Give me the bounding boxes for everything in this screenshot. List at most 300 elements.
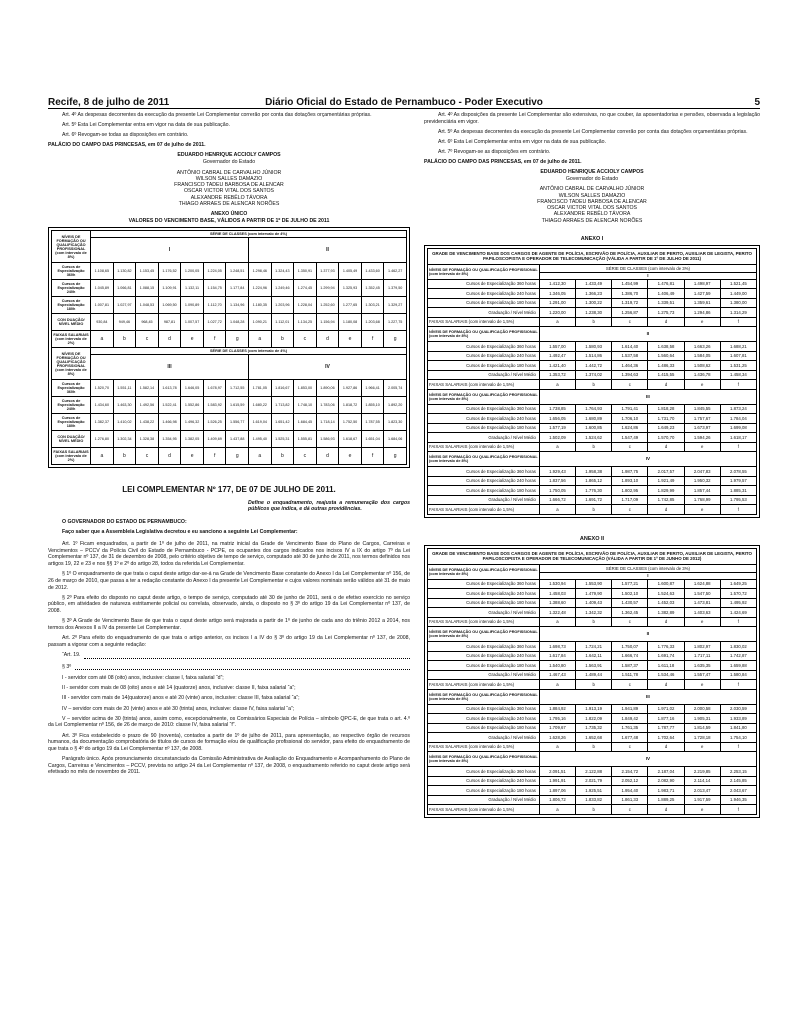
- row-label: Cursos de Especialização 180 horas: [428, 598, 540, 608]
- table-cell: 2.253,15: [720, 767, 756, 777]
- table-cell: 2.114,14: [684, 776, 720, 786]
- table-cell: 1.496,32: [181, 414, 204, 431]
- faixa-cell: d: [648, 317, 684, 327]
- table-header-label: NÍVEIS DE FORMAÇÃO OU QUALIFICAÇÃO PROFISSIONAL (com intervalo de 8%): [428, 327, 540, 342]
- table-header-label: NÍVEIS DE FORMAÇÃO OU QUALIFICAÇÃO PROFISSIONAL (com intervalo de 8%): [428, 452, 540, 467]
- faixa-cell: e: [684, 805, 720, 815]
- table-cell: 1.577,19: [539, 423, 575, 433]
- row-label: Cursos de Especialização 240 horas: [428, 351, 540, 361]
- law-enactment: Faço saber que a Assembleia Legislativa decretou e eu sanciono a seguinte Lei Complementar:: [62, 528, 298, 535]
- row-label: Cursos de Especialização 180 horas: [428, 423, 540, 433]
- table-header-label: NÍVEIS DE FORMAÇÃO OU QUALIFICAÇÃO PROFISSIONAL (com intervalo de 8%): [52, 231, 91, 263]
- table-cell: 1.514,86: [576, 351, 612, 361]
- row-label: Cursos de Especialização 360 horas: [428, 767, 540, 777]
- table-cell: 1.319,72: [612, 298, 648, 308]
- table-row: [428, 661, 757, 671]
- faixa-cell: b: [576, 742, 612, 752]
- table-row: [428, 404, 757, 414]
- faixa-cell: c: [136, 448, 159, 465]
- table-cell: 1.822,09: [576, 714, 612, 724]
- table-row: [428, 423, 757, 433]
- table-cell: 1.409,43: [576, 598, 612, 608]
- table-cell: 1.614,40: [612, 342, 648, 352]
- row-label: Cursos de Especialização 240 horas: [428, 414, 540, 424]
- table-row: [428, 723, 757, 733]
- table-cell: 1.865,12: [576, 476, 612, 486]
- table-cell: 1.814,59: [684, 723, 720, 733]
- table-cell: 1.486,33: [648, 361, 684, 371]
- table-cell: 1.987,75: [612, 467, 648, 477]
- faixa-cell: d: [648, 617, 684, 627]
- table-cell: 1.728,18: [684, 733, 720, 743]
- table-cell: 1.979,57: [720, 476, 756, 486]
- table-cell: 2.154,72: [612, 767, 648, 777]
- table-cell: 1.586,93: [316, 431, 339, 448]
- row-label: FAIXAS SALARIAIS (com intervalo de 1,5%): [428, 742, 540, 752]
- table-cell: 1.489,44: [576, 670, 612, 680]
- annex2-title: ANEXO II: [579, 535, 605, 542]
- table-cell: 1.717,11: [684, 651, 720, 661]
- table-cell: 1.642,11: [576, 651, 612, 661]
- table-row: [428, 495, 757, 505]
- table-cell: 1.555,81: [294, 431, 317, 448]
- table-cell: 1.406,49: [648, 289, 684, 299]
- table-cell: 2.017,57: [648, 467, 684, 477]
- table-cell: 1.467,43: [539, 670, 575, 680]
- table-cell: 1.624,88: [684, 579, 720, 589]
- table-cell: 1.227,75: [384, 314, 407, 331]
- annex1-title: ANEXO I: [580, 235, 604, 242]
- table-row: [428, 467, 757, 477]
- table-cell: 1.427,59: [684, 289, 720, 299]
- table-cell: 1.607,81: [720, 351, 756, 361]
- table-cell: 1.354,95: [158, 431, 181, 448]
- table-row: [428, 805, 757, 815]
- table-cell: 1.925,51: [576, 786, 612, 796]
- table-cell: 1.300,22: [576, 298, 612, 308]
- table-cell: 2.091,51: [539, 767, 575, 777]
- faixa-cell: e: [181, 331, 204, 348]
- table-row: [428, 617, 757, 627]
- table-cell: 1.203,96: [271, 297, 294, 314]
- level-label: III: [539, 689, 756, 704]
- faixa-cell: b: [576, 380, 612, 390]
- faixa-cell: d: [648, 380, 684, 390]
- left-place-date: PALÁCIO DO CAMPO DAS PRINCESAS, em 07 de julho de 2011.: [48, 142, 206, 149]
- table-cell: 1.638,58: [648, 342, 684, 352]
- faixa-cell: e: [684, 742, 720, 752]
- table-cell: 1.048,28: [226, 314, 249, 331]
- faixa-cell: g: [226, 448, 249, 465]
- table-cell: 1.619,04: [248, 414, 271, 431]
- table-cell: 1.433,49: [576, 279, 612, 289]
- table-cell: 1.449,00: [720, 289, 756, 299]
- row-label: Cursos de Especialização 180 horas: [428, 786, 540, 796]
- table-cell: 2.013,47: [684, 786, 720, 796]
- table-cell: 1.659,88: [720, 661, 756, 671]
- table-cell: 1.112,70: [203, 297, 226, 314]
- table-row: [428, 442, 757, 452]
- table-cell: 1.587,37: [612, 661, 648, 671]
- right-art7: Art. 7º Revogam-se as disposições em contrário.: [438, 149, 551, 156]
- table-cell: 1.684,45: [294, 414, 317, 431]
- table-cell: 1.600,87: [648, 579, 684, 589]
- signatory: ANTÔNIO CABRAL DE CARVALHO JÚNIOR: [176, 169, 282, 176]
- signatory: THIAGO ARRAES DE ALENCAR NORÕES: [178, 200, 280, 207]
- table-cell: 1.502,10: [612, 589, 648, 599]
- table-cell: 1.582,14: [136, 380, 159, 397]
- table-cell: 1.380,00: [720, 298, 756, 308]
- table-cell: 2.219,85: [684, 767, 720, 777]
- table-cell: 1.540,80: [539, 661, 575, 671]
- table-header-label: NÍVEIS DE FORMAÇÃO OU QUALIFICAÇÃO PROFISSIONAL (com intervalo de 8%): [428, 752, 540, 767]
- table-cell: 1.855,10: [361, 397, 384, 414]
- faixa-cell: d: [648, 805, 684, 815]
- table-cell: 1.366,23: [576, 289, 612, 299]
- table-row: [428, 579, 757, 589]
- table-cell: 1.299,94: [316, 280, 339, 297]
- table-cell: 1.088,15: [136, 280, 159, 297]
- table-cell: 1.791,41: [612, 404, 648, 414]
- row-label: Cursos de Especialização 360 horas: [428, 642, 540, 652]
- table-cell: 1.275,73: [648, 308, 684, 318]
- faixa-cell: g: [384, 448, 407, 465]
- table-cell: 1.556,77: [226, 414, 249, 431]
- table-cell: 1.379,50: [384, 280, 407, 297]
- table-cell: 1.666,74: [612, 651, 648, 661]
- header-date: Recife, 8 de julho de 2011: [48, 97, 170, 108]
- table-cell: 949,46: [113, 314, 136, 331]
- row-label: Graduação / Nível Médio: [428, 495, 540, 505]
- right-column: [424, 112, 760, 1022]
- page-header: [48, 97, 760, 109]
- table-row: [52, 280, 407, 297]
- table-cell: 2.000,58: [684, 704, 720, 714]
- row-label: Cursos de Especialização 180 horas: [428, 486, 540, 496]
- table-cell: 1.646,05: [181, 380, 204, 397]
- table-cell: 987,81: [158, 314, 181, 331]
- table-cell: 1.717,09: [612, 495, 648, 505]
- table-cell: 1.090,21: [248, 314, 271, 331]
- header-publication: Diário Oficial do Estado de Pernambuco - Poder Executivo: [265, 97, 543, 108]
- table-cell: 1.424,69: [720, 608, 756, 618]
- table-cell: 1.783,06: [316, 397, 339, 414]
- annex2-table: [424, 545, 760, 818]
- table-row: [52, 314, 407, 331]
- row-label: Cursos de Especialização 240 horas: [428, 651, 540, 661]
- table-cell: 1.921,49: [648, 476, 684, 486]
- right-place-date: PALÁCIO DO CAMPO DAS PRINCESAS, em 07 de julho de 2011.: [424, 159, 582, 166]
- law-inciso-3: III - servidor com mais de 14(quatorze) anos e até 20 (vinte) anos, inclusive: classe III, faixa salarial “a”;: [62, 695, 300, 702]
- table-cell: 1.946,35: [720, 795, 756, 805]
- table-cell: 1.224,96: [248, 280, 271, 297]
- faixa-cell: c: [612, 442, 648, 452]
- table-cell: 1.547,49: [612, 433, 648, 443]
- table-cell: 1.438,22: [136, 414, 159, 431]
- table-cell: 1.352,45: [361, 280, 384, 297]
- table-row: [52, 263, 407, 280]
- table-cell: 1.802,95: [612, 486, 648, 496]
- table-cell: 1.656,05: [539, 414, 575, 424]
- table-cell: 1.007,57: [181, 314, 204, 331]
- table-cell: 1.329,27: [384, 297, 407, 314]
- table-cell: 1.845,55: [684, 404, 720, 414]
- table-row: [428, 505, 757, 515]
- faixa-cell: b: [576, 317, 612, 327]
- signatory: WILSON SALLES DAMAZIO: [558, 192, 626, 199]
- art19-line: [48, 652, 410, 659]
- row-label: FAIXAS SALARIAIS (com intervalo de 1,5%): [428, 805, 540, 815]
- level-label: II: [539, 627, 756, 642]
- table-header-label: NÍVEIS DE FORMAÇÃO OU QUALIFICAÇÃO PROFISSIONAL (com intervalo de 8%): [428, 264, 540, 279]
- table-cell: 1.617,84: [539, 651, 575, 661]
- table-cell: 1.649,23: [648, 423, 684, 433]
- level-label: IV: [248, 355, 406, 380]
- table-cell: 1.473,81: [684, 598, 720, 608]
- faixa-cell: c: [612, 680, 648, 690]
- table-cell: 1.314,29: [720, 308, 756, 318]
- table-cell: 1.890,06: [316, 380, 339, 397]
- table-cell: 1.750,07: [612, 642, 648, 652]
- faixa-cell: g: [226, 331, 249, 348]
- faixa-cell: d: [648, 442, 684, 452]
- annex1-table: [424, 245, 760, 518]
- table-cell: 1.684,06: [384, 431, 407, 448]
- table-cell: 1.552,86: [181, 397, 204, 414]
- right-signatures: [424, 169, 760, 224]
- table-row: [428, 414, 757, 424]
- table-cell: 1.742,87: [720, 651, 756, 661]
- table-cell: 2.043,67: [720, 786, 756, 796]
- table-cell: 1.153,45: [136, 263, 159, 280]
- row-label: CON DUAÇÃO/ NÍVEL MÉDIO: [52, 314, 91, 331]
- table-cell: 1.386,70: [612, 289, 648, 299]
- table-cell: 1.238,30: [576, 308, 612, 318]
- table-cell: 1.892,20: [384, 397, 407, 414]
- faixa-cell: f: [720, 317, 756, 327]
- row-label: Cursos de Especialização 180h: [52, 414, 91, 431]
- page-number: 5: [754, 97, 760, 108]
- table-cell: 1.816,67: [271, 380, 294, 397]
- faixa-cell: c: [612, 742, 648, 752]
- table-cell: 1.454,99: [612, 279, 648, 289]
- table-cell: 1.580,93: [576, 342, 612, 352]
- table-row: [428, 351, 757, 361]
- table-cell: 1.479,90: [576, 589, 612, 599]
- faixa-cell: c: [612, 505, 648, 515]
- table-cell: 1.522,41: [158, 397, 181, 414]
- table-header-series: SÉRIE DE CLASSES (com intervalo de 3%): [539, 264, 756, 272]
- table-row: [428, 361, 757, 371]
- table-row: [428, 786, 757, 796]
- table-cell: 1.176,52: [158, 263, 181, 280]
- table-cell: 1.256,87: [612, 308, 648, 318]
- table-row: [428, 670, 757, 680]
- faixa-cell: f: [720, 380, 756, 390]
- level-label: I: [91, 238, 249, 263]
- table-cell: 2.047,83: [684, 467, 720, 477]
- level-label: IV: [539, 752, 756, 767]
- row-label: Cursos de Especialização 240 horas: [428, 714, 540, 724]
- table-cell: 1.688,21: [720, 342, 756, 352]
- table-row: [428, 704, 757, 714]
- faixa-cell: c: [612, 317, 648, 327]
- table-cell: 1.991,91: [539, 776, 575, 786]
- table-cell: 1.154,75: [203, 280, 226, 297]
- table-cell: 1.635,35: [684, 661, 720, 671]
- table-cell: 1.954,40: [612, 786, 648, 796]
- table-cell: 1.027,72: [203, 314, 226, 331]
- faixa-cell: a: [539, 505, 575, 515]
- table-cell: 1.421,40: [539, 361, 575, 371]
- table-header-label: NÍVEIS DE FORMAÇÃO OU QUALIFICAÇÃO PROFISSIONAL (com intervalo de 8%): [428, 564, 540, 579]
- table-row: [52, 238, 407, 263]
- faixa-cell: d: [648, 742, 684, 752]
- table-cell: 1.776,33: [648, 642, 684, 652]
- table-row: [52, 431, 407, 448]
- table-cell: 1.410,02: [113, 414, 136, 431]
- table-cell: 1.353,72: [539, 370, 575, 380]
- faixa-cell: f: [720, 805, 756, 815]
- table-cell: 1.322,48: [539, 608, 575, 618]
- faixa-cell: c: [294, 331, 317, 348]
- table-cell: 1.678,97: [203, 380, 226, 397]
- table-cell: 1.787,77: [648, 723, 684, 733]
- faixa-cell: f: [361, 331, 384, 348]
- table-cell: 1.409,69: [203, 431, 226, 448]
- table-cell: 1.524,62: [576, 433, 612, 443]
- level-label: II: [248, 238, 406, 263]
- row-label: Graduação / Nível Médio: [428, 795, 540, 805]
- faixa-cell: e: [684, 317, 720, 327]
- faixa-cell: e: [684, 617, 720, 627]
- table-cell: 1.130,82: [113, 263, 136, 280]
- table-cell: 1.374,02: [576, 370, 612, 380]
- table-cell: 1.498,97: [684, 279, 720, 289]
- table-cell: 1.776,30: [576, 486, 612, 496]
- table-row: [428, 589, 757, 599]
- table-cell: 1.966,41: [361, 380, 384, 397]
- table-cell: 1.613,78: [158, 380, 181, 397]
- table-header-label: NÍVEIS DE FORMAÇÃO OU QUALIFICAÇÃO PROFISSIONAL (com intervalo de 8%): [52, 348, 91, 380]
- table-cell: 1.594,26: [684, 433, 720, 443]
- law-art1-par2: § 2º Para efeito do disposto no caput deste artigo, o tempo de serviço, computado até 30 de junho de 2011, será o de efetivo exercício no serviço público, em atividades de natureza estritamente policial ou correlata, observado, ainda, o disposto no § 3º do artigo 19 da Lei Complementar nº 137, de 2008.: [48, 594, 410, 615]
- signatory: FRANCISCO TADEU BARBOSA DE ALENCAR: [174, 182, 284, 189]
- table-cell: 1.557,47: [684, 670, 720, 680]
- table-cell: 1.458,03: [539, 589, 575, 599]
- row-label: FAIXAS SALARIAIS (com intervalo de 1,5%): [428, 317, 540, 327]
- law-inciso-2: II - servidor com mais de 08 (oito) anos e até 14 (quatorze) anos, inclusive: classe II, faixa salarial “a”;: [62, 685, 296, 692]
- level-label: I: [539, 272, 756, 279]
- table-cell: 1.551,11: [113, 380, 136, 397]
- table-cell: 1.180,08: [339, 314, 362, 331]
- right-art6: Art. 6º Esta Lei Complementar entra em vigor na data de sua publicação.: [438, 138, 606, 145]
- table-cell: 1.698,73: [539, 642, 575, 652]
- row-label: Cursos de Especialização 360 horas: [428, 279, 540, 289]
- table-cell: 1.526,25: [203, 414, 226, 431]
- table-cell: 1.885,31: [720, 486, 756, 496]
- table-cell: 1.691,74: [648, 651, 684, 661]
- table-row: [428, 289, 757, 299]
- table-cell: 1.324,43: [271, 263, 294, 280]
- table-header-label: NÍVEIS DE FORMAÇÃO OU QUALIFICAÇÃO PROFISSIONAL (com intervalo de 8%): [428, 627, 540, 642]
- table-cell: 1.677,48: [612, 733, 648, 743]
- governor-title: Governador do Estado: [565, 176, 619, 183]
- left-art6: Art. 6º Revogam-se todas as disposições em contrário.: [62, 132, 189, 139]
- table-cell: 1.600,85: [576, 423, 612, 433]
- table-cell: 2.030,59: [720, 704, 756, 714]
- table-cell: 1.132,11: [181, 280, 204, 297]
- table-row: [428, 742, 757, 752]
- faixa-cell: e: [684, 442, 720, 452]
- faixa-cell: a: [539, 742, 575, 752]
- faixa-cell: e: [684, 680, 720, 690]
- table-cell: 1.520,70: [91, 380, 114, 397]
- faixa-cell: b: [576, 805, 612, 815]
- table-header-series: SÉRIE DE CLASSES (com intervalo de 4%): [91, 348, 407, 355]
- table-cell: 1.941,89: [612, 704, 648, 714]
- table-cell: 1.302,34: [113, 431, 136, 448]
- table-cell: 1.382,37: [91, 414, 114, 431]
- row-label: Cursos de Especialização 240h: [52, 280, 91, 297]
- faixa-cell: e: [181, 448, 204, 465]
- law-governor: O GOVERNADOR DO ESTADO DE PERNAMBUCO:: [62, 518, 187, 525]
- table-cell: 1.524,63: [648, 589, 684, 599]
- annex-unico-title: ANEXO ÚNICO: [210, 211, 248, 217]
- table-cell: 1.754,10: [720, 733, 756, 743]
- faixa-cell: e: [684, 505, 720, 515]
- faixa-cell: d: [648, 680, 684, 690]
- row-label: Cursos de Especialização 360h: [52, 263, 91, 280]
- table-cell: 1.412,30: [539, 279, 575, 289]
- table-header-label: NÍVEIS DE FORMAÇÃO OU QUALIFICAÇÃO PROFISSIONAL (com intervalo de 8%): [428, 689, 540, 704]
- table-cell: 1.706,10: [612, 414, 648, 424]
- table-cell: 1.580,84: [720, 670, 756, 680]
- table-cell: 1.666,72: [539, 495, 575, 505]
- table-cell: 1.889,25: [648, 795, 684, 805]
- faixa-cell: f: [720, 442, 756, 452]
- table-row: [428, 486, 757, 496]
- table-cell: 1.615,59: [226, 397, 249, 414]
- law-inciso-4: IV – servidor com mais de 20 (vinte) anos e até 30 (trinta) anos, inclusive: classe IV, faixa salarial “a”;: [62, 705, 295, 712]
- row-label: Graduação / Nível Médio: [428, 433, 540, 443]
- table-row: [52, 297, 407, 314]
- table-cell: 1.112,01: [271, 314, 294, 331]
- table-cell: 1.466,98: [158, 414, 181, 431]
- faixa-cell: d: [316, 331, 339, 348]
- faixa-cell: f: [203, 448, 226, 465]
- row-label: FAIXAS SALARIAIS (com intervalo de 1,5%): [428, 617, 540, 627]
- table-row: [52, 355, 407, 380]
- table-cell: 1.735,32: [576, 723, 612, 733]
- table-cell: 2.122,88: [576, 767, 612, 777]
- faixa-cell: d: [158, 331, 181, 348]
- table-cell: 1.663,26: [684, 342, 720, 352]
- art19-label: “Art. 19.: [62, 651, 81, 658]
- law-ementa: Define o enquadramento, reajusta a remuneração dos cargos públicos que indica, e dá outras providências.: [248, 499, 410, 513]
- table-cell: 1.929,43: [539, 467, 575, 477]
- table-cell: 1.495,40: [248, 431, 271, 448]
- faixa-cell: c: [136, 331, 159, 348]
- row-label: FAIXAS SALARIAIS (com intervalo de 2%): [52, 448, 91, 465]
- level-label: II: [539, 327, 756, 342]
- row-label: Cursos de Especialização 180 horas: [428, 298, 540, 308]
- table-cell: 1.090,89: [181, 297, 204, 314]
- governor-title: Governador do Estado: [202, 159, 256, 166]
- table-cell: 1.563,91: [576, 661, 612, 671]
- faixa-cell: e: [339, 331, 362, 348]
- table-cell: 1.742,85: [648, 495, 684, 505]
